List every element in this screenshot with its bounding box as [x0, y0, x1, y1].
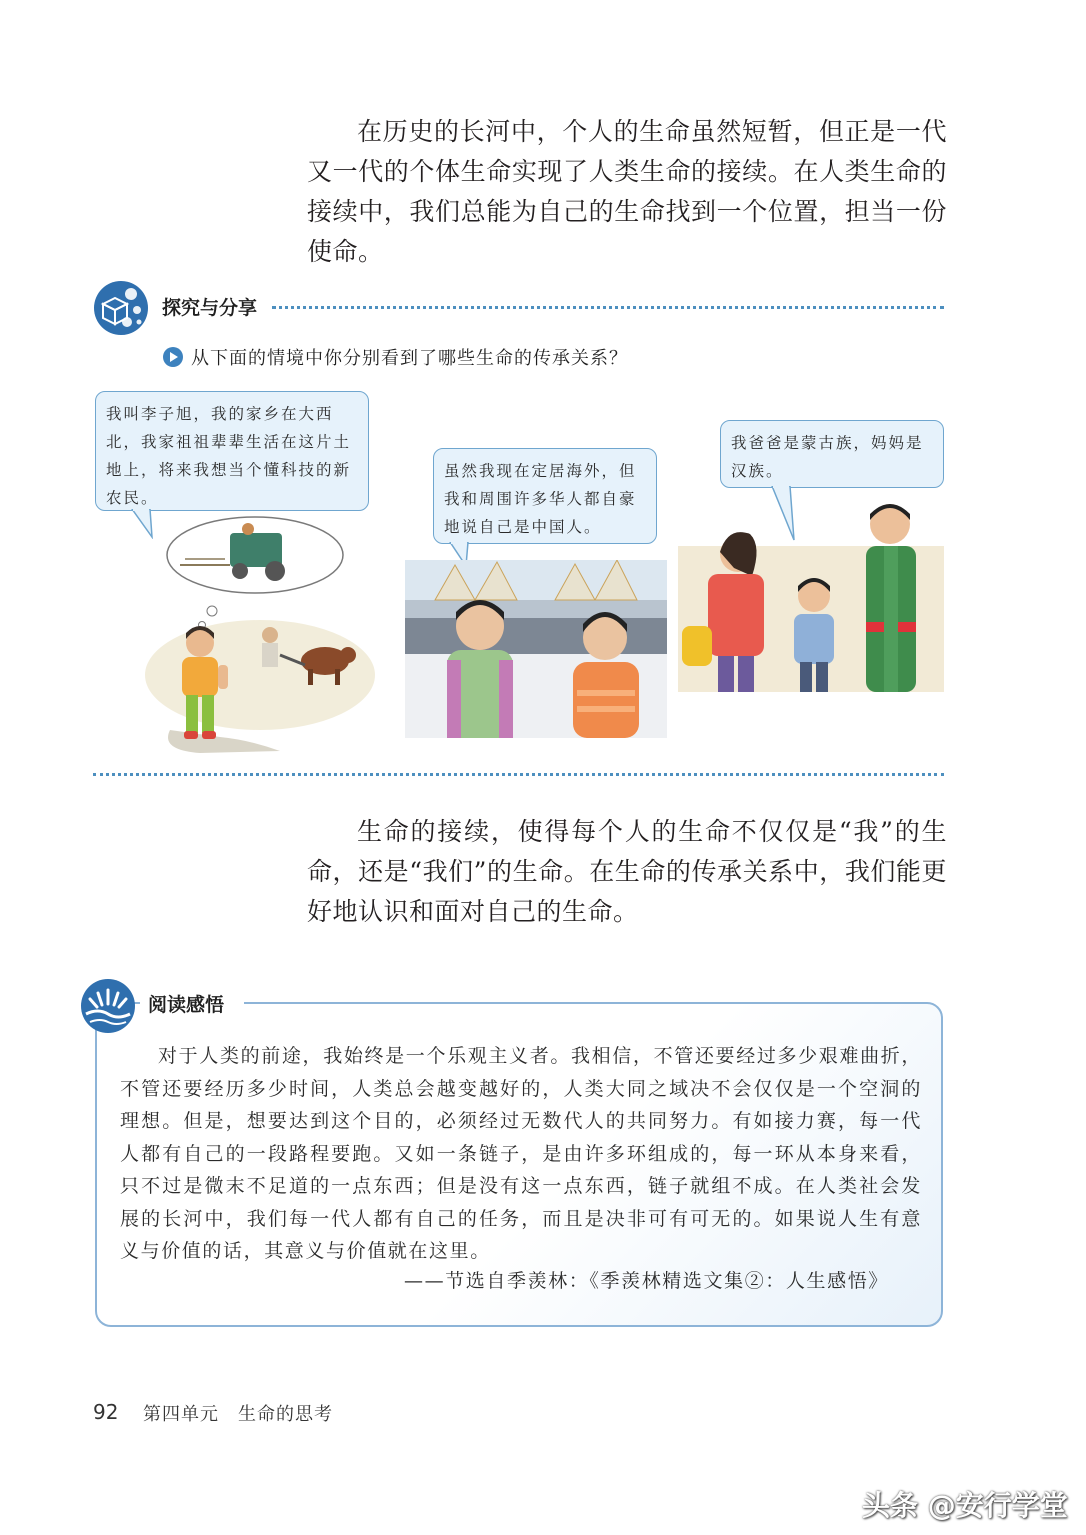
speech-bubble-overseas [433, 448, 657, 544]
reading-text [120, 1040, 922, 1268]
reading-title: 阅读感悟 [148, 994, 225, 1016]
explore-bottom-divider [93, 773, 944, 776]
unit-title: 第四单元 生命的思考 [143, 1404, 333, 1425]
explore-question [163, 344, 628, 370]
family-illustration [678, 496, 944, 692]
speech-bubble-farmer [95, 391, 369, 511]
play-arrow-icon [163, 347, 183, 367]
bubble-text-2: 虽然我现在定居海外，但我和周围许多华人都自豪地说自己是中国人。 [444, 462, 637, 536]
watermark: 头条 @安行学堂 [862, 1489, 1068, 1522]
explore-title: 探究与分享 [162, 297, 258, 319]
overseas-boys-illustration [405, 560, 667, 738]
intro-text: 在历史的长河中，个人的生命虽然短暂，但正是一代又一代的个体生命实现了人类生命的接续。在人类生命的接续中，我们总能为自己的生命找到一个位置，担当一份使命。 [307, 117, 947, 266]
middle-text: 生命的接续，使得每个人的生命不仅仅是“我”的生命，还是“我们”的生命。在生命的传承关系中，我们能更好地认识和面对自己的生命。 [307, 817, 947, 926]
intro-paragraph [307, 112, 947, 272]
reading-source: ——节选自季羡林：《季羡林精选文集②：人生感悟》 [404, 1270, 889, 1292]
boy-farming-illustration [140, 515, 375, 755]
middle-paragraph [307, 812, 947, 932]
explore-top-divider [272, 306, 944, 309]
question-text: 从下面的情境中你分别看到了哪些生命的传承关系？ [191, 348, 628, 369]
reading-sunrise-icon [80, 978, 136, 1034]
bubble-text-3: 我爸爸是蒙古族，妈妈是汉族。 [731, 434, 924, 480]
reading-paragraph: 对于人类的前途，我始终是一个乐观主义者。我相信，不管还要经过多少艰难曲折，不管还要经历多少时间，人类总会越变越好的，人类大同之域决不会仅仅是一个空洞的理想。但是，想要达到这个目的，必须经过无数代人的共同努力。有如接力赛，每一代人都有自己的一段路程要跑。又如一条链子，是由许多环组成的，每一环从本身来看，只不过是微末不足道的一点东西；但是没有这一点东西，链子就组不成。在人类社会发展的长河中，我们每一代人都有自己的任务，而且是决非可有可无的。如果说人生有意义与价值的话，其意义与价值就在这里。 [120, 1045, 922, 1262]
explore-cube-icon [93, 280, 149, 336]
bubble-text-1: 我叫李子旭，我的家乡在大西北，我家祖祖辈辈生活在这片土地上，将来我想当个懂科技的新农民。 [106, 405, 352, 507]
page-number: 92 [93, 1400, 119, 1424]
speech-bubble-family [720, 420, 944, 488]
